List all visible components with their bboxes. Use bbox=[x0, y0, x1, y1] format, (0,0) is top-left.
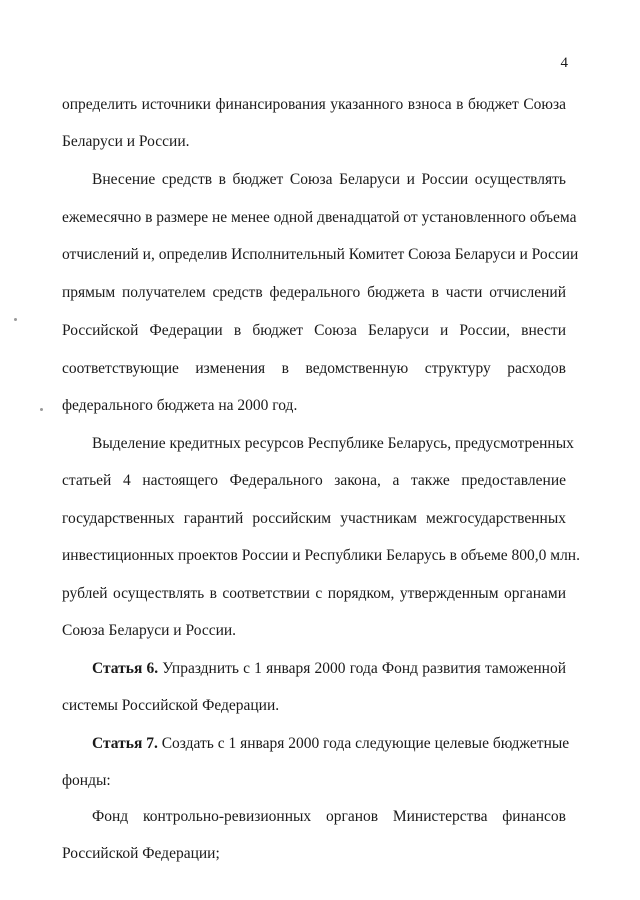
text-line: государственных гарантий российским участникам межгосударственных bbox=[62, 510, 566, 527]
text-line: Российской Федерации; bbox=[62, 845, 220, 862]
text-line: Выделение кредитных ресурсов Республике Беларусь, предусмотренных bbox=[92, 435, 574, 452]
text-line: Статья 7. Создать с 1 января 2000 года следующие целевые бюджетные bbox=[92, 735, 570, 752]
text-line: фонды: bbox=[62, 772, 111, 789]
text-line: прямым получателем средств федерального бюджета в части отчислений bbox=[62, 284, 566, 301]
text-line: Беларуси и России. bbox=[62, 133, 190, 150]
text-line: Статья 6. Упразднить с 1 января 2000 года Фонд развития таможенной bbox=[92, 660, 566, 677]
article-label: Статья 7. bbox=[92, 735, 158, 752]
text-line: рублей осуществлять в соответствии с порядком, утвержденным органами bbox=[62, 585, 566, 602]
text-line: отчислений и, определив Исполнительный Комитет Союза Беларуси и России bbox=[62, 246, 579, 263]
text-line: Российской Федерации в бюджет Союза Беларуси и России, внести bbox=[62, 322, 566, 339]
text-line: соответствующие изменения в ведомственную структуру расходов bbox=[62, 360, 566, 377]
page-number: 4 bbox=[560, 55, 568, 71]
text-line: определить источники финансирования указанного взноса в бюджет Союза bbox=[62, 96, 566, 113]
text-line: Внесение средств в бюджет Союза Беларуси и России осуществлять bbox=[92, 171, 566, 188]
text-line: федерального бюджета на 2000 год. bbox=[62, 397, 298, 414]
text-line: Союза Беларуси и России. bbox=[62, 622, 237, 639]
article-label: Статья 6. bbox=[92, 660, 159, 677]
scan-speck bbox=[40, 408, 43, 411]
text-line: статьей 4 настоящего Федерального закона, а также предоставление bbox=[62, 472, 566, 489]
text-line: ежемесячно в размере не менее одной двенадцатой от установленного объема bbox=[62, 209, 577, 226]
text-line: инвестиционных проектов России и Республики Беларусь в объеме 800,0 млн. bbox=[62, 547, 580, 564]
scan-speck bbox=[14, 318, 17, 321]
text-line: Фонд контрольно-ревизионных органов Министерства финансов bbox=[92, 808, 566, 825]
text-line: системы Российской Федерации. bbox=[62, 697, 280, 714]
